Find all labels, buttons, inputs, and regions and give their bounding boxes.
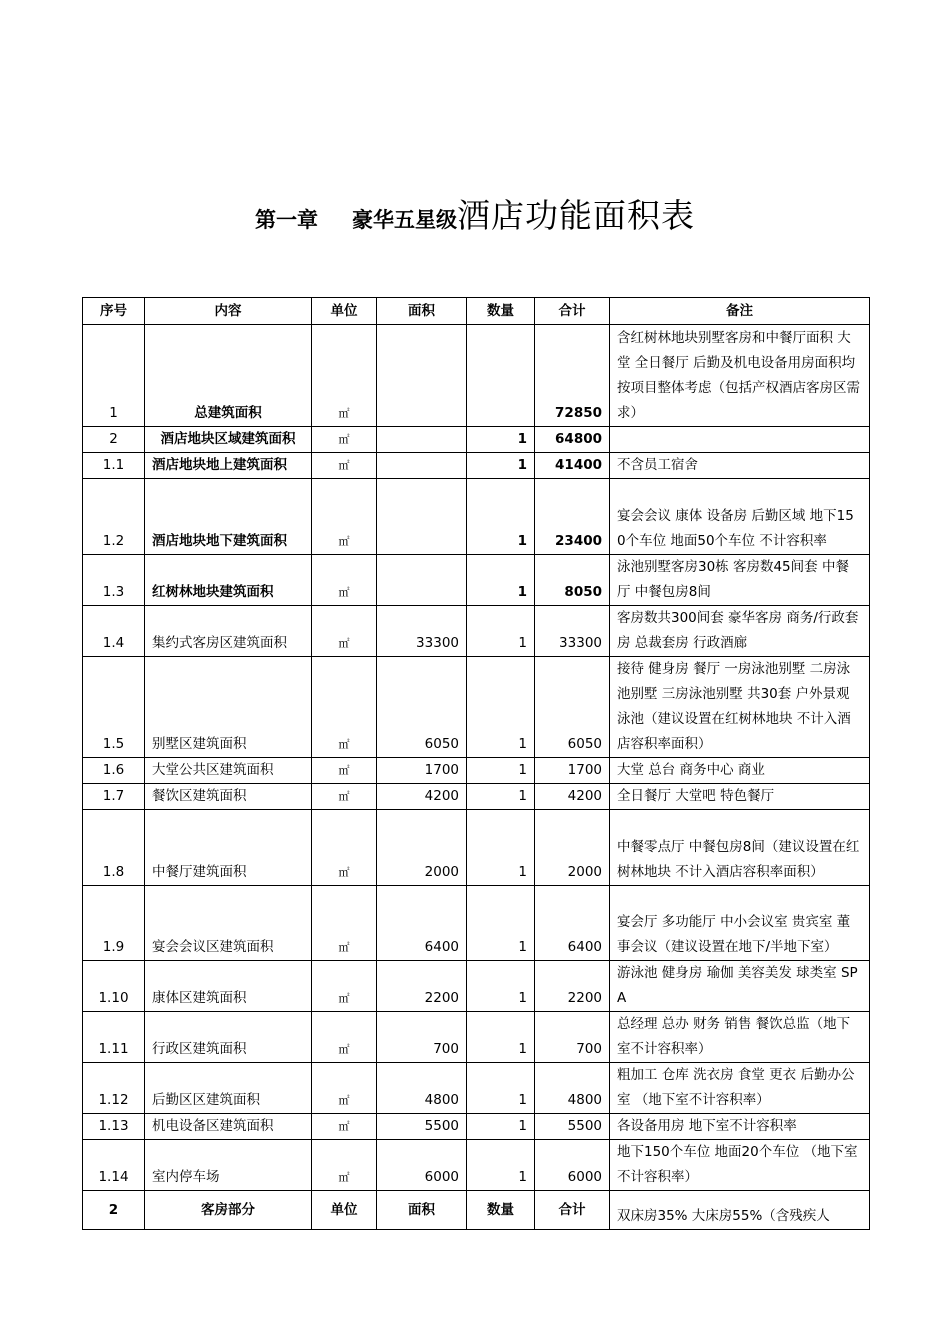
cell-area: 2200 bbox=[377, 961, 467, 1012]
cell-note: 总经理 总办 财务 销售 餐饮总监（地下室不计容积率） bbox=[610, 1012, 870, 1063]
section-unit-header: 单位 bbox=[312, 1191, 377, 1230]
cell-seq: 1.11 bbox=[83, 1012, 145, 1063]
cell-note: 泳池别墅客房30栋 客房数45间套 中餐厅 中餐包房8间 bbox=[610, 555, 870, 606]
cell-seq: 1.7 bbox=[83, 784, 145, 810]
header-total: 合计 bbox=[535, 298, 610, 325]
cell-qty: 1 bbox=[467, 886, 535, 961]
table-row bbox=[83, 325, 870, 427]
cell-content: 室内停车场 bbox=[145, 1140, 312, 1191]
header-area: 面积 bbox=[377, 298, 467, 325]
cell-note: 宴会会议 康体 设备房 后勤区域 地下150个车位 地面50个车位 不计容积率 bbox=[610, 479, 870, 555]
table-row bbox=[83, 1012, 870, 1063]
cell-content: 宴会会议区建筑面积 bbox=[145, 886, 312, 961]
table-row bbox=[83, 1114, 870, 1140]
cell-note: 大堂 总台 商务中心 商业 bbox=[610, 758, 870, 784]
cell-total: 6400 bbox=[535, 886, 610, 961]
cell-unit: ㎡ bbox=[312, 1114, 377, 1140]
cell-area: 6000 bbox=[377, 1140, 467, 1191]
cell-note: 含红树林地块别墅客房和中餐厅面积 大堂 全日餐厅 后勤及机电设备用房面积均按项目整体考虑（包括产权酒店客房区需求） bbox=[610, 325, 870, 427]
page-title bbox=[0, 190, 950, 237]
cell-area bbox=[377, 555, 467, 606]
cell-content: 机电设备区建筑面积 bbox=[145, 1114, 312, 1140]
cell-note: 客房数共300间套 豪华客房 商务/行政套房 总裁套房 行政酒廊 bbox=[610, 606, 870, 657]
cell-qty: 1 bbox=[467, 657, 535, 758]
cell-unit: ㎡ bbox=[312, 453, 377, 479]
header-unit: 单位 bbox=[312, 298, 377, 325]
cell-seq: 1.12 bbox=[83, 1063, 145, 1114]
cell-content: 红树林地块建筑面积 bbox=[145, 555, 312, 606]
cell-total: 41400 bbox=[535, 453, 610, 479]
cell-seq: 1.14 bbox=[83, 1140, 145, 1191]
cell-content: 总建筑面积 bbox=[145, 325, 312, 427]
cell-qty: 1 bbox=[467, 453, 535, 479]
table-row bbox=[83, 657, 870, 758]
cell-seq: 1.9 bbox=[83, 886, 145, 961]
section-area-header: 面积 bbox=[377, 1191, 467, 1230]
header-seq: 序号 bbox=[83, 298, 145, 325]
cell-total: 33300 bbox=[535, 606, 610, 657]
section-seq: 2 bbox=[83, 1191, 145, 1230]
cell-unit: ㎡ bbox=[312, 810, 377, 886]
cell-unit: ㎡ bbox=[312, 427, 377, 453]
cell-total: 6050 bbox=[535, 657, 610, 758]
cell-note: 粗加工 仓库 洗衣房 食堂 更衣 后勤办公室 （地下室不计容积率） bbox=[610, 1063, 870, 1114]
cell-unit: ㎡ bbox=[312, 325, 377, 427]
cell-seq: 1.3 bbox=[83, 555, 145, 606]
cell-note: 中餐零点厅 中餐包房8间（建议设置在红树林地块 不计入酒店容积率面积） bbox=[610, 810, 870, 886]
cell-qty: 1 bbox=[467, 961, 535, 1012]
table-row bbox=[83, 886, 870, 961]
cell-total: 6000 bbox=[535, 1140, 610, 1191]
cell-area: 4800 bbox=[377, 1063, 467, 1114]
cell-qty: 1 bbox=[467, 784, 535, 810]
cell-note: 地下150个车位 地面20个车位 （地下室不计容积率） bbox=[610, 1140, 870, 1191]
cell-area bbox=[377, 453, 467, 479]
cell-total: 64800 bbox=[535, 427, 610, 453]
cell-qty: 1 bbox=[467, 758, 535, 784]
table-row bbox=[83, 1063, 870, 1114]
cell-total: 2000 bbox=[535, 810, 610, 886]
cell-seq: 1.2 bbox=[83, 479, 145, 555]
table-row bbox=[83, 758, 870, 784]
title-part2: 酒店功能面积表 bbox=[457, 196, 695, 235]
cell-content: 大堂公共区建筑面积 bbox=[145, 758, 312, 784]
cell-seq: 1.4 bbox=[83, 606, 145, 657]
table-row bbox=[83, 479, 870, 555]
table-row bbox=[83, 810, 870, 886]
cell-unit: ㎡ bbox=[312, 758, 377, 784]
cell-unit: ㎡ bbox=[312, 1012, 377, 1063]
cell-area: 2000 bbox=[377, 810, 467, 886]
cell-qty: 1 bbox=[467, 427, 535, 453]
cell-total: 1700 bbox=[535, 758, 610, 784]
cell-qty: 1 bbox=[467, 479, 535, 555]
cell-unit: ㎡ bbox=[312, 886, 377, 961]
cell-note: 不含员工宿舍 bbox=[610, 453, 870, 479]
cell-seq: 1 bbox=[83, 325, 145, 427]
section-title: 客房部分 bbox=[145, 1191, 312, 1230]
cell-content: 酒店地块地下建筑面积 bbox=[145, 479, 312, 555]
cell-unit: ㎡ bbox=[312, 784, 377, 810]
cell-total: 72850 bbox=[535, 325, 610, 427]
cell-total: 23400 bbox=[535, 479, 610, 555]
cell-area: 5500 bbox=[377, 1114, 467, 1140]
cell-qty: 1 bbox=[467, 810, 535, 886]
cell-total: 4800 bbox=[535, 1063, 610, 1114]
cell-seq: 1.1 bbox=[83, 453, 145, 479]
cell-note: 宴会厅 多功能厅 中小会议室 贵宾室 董事会议（建议设置在地下/半地下室） bbox=[610, 886, 870, 961]
cell-content: 行政区建筑面积 bbox=[145, 1012, 312, 1063]
cell-seq: 1.6 bbox=[83, 758, 145, 784]
table-header-row bbox=[83, 298, 870, 325]
chapter-label: 第一章 bbox=[255, 208, 318, 232]
cell-total: 8050 bbox=[535, 555, 610, 606]
cell-unit: ㎡ bbox=[312, 1140, 377, 1191]
header-qty: 数量 bbox=[467, 298, 535, 325]
cell-content: 集约式客房区建筑面积 bbox=[145, 606, 312, 657]
section-qty-header: 数量 bbox=[467, 1191, 535, 1230]
cell-area: 6050 bbox=[377, 657, 467, 758]
cell-area: 33300 bbox=[377, 606, 467, 657]
cell-area: 700 bbox=[377, 1012, 467, 1063]
cell-note: 游泳池 健身房 瑜伽 美容美发 球类室 SPA bbox=[610, 961, 870, 1012]
cell-total: 4200 bbox=[535, 784, 610, 810]
cell-seq: 1.10 bbox=[83, 961, 145, 1012]
title-part1: 豪华五星级 bbox=[352, 208, 457, 232]
cell-area: 1700 bbox=[377, 758, 467, 784]
cell-total: 700 bbox=[535, 1012, 610, 1063]
table-row bbox=[83, 961, 870, 1012]
cell-area: 4200 bbox=[377, 784, 467, 810]
cell-unit: ㎡ bbox=[312, 555, 377, 606]
table-row bbox=[83, 453, 870, 479]
cell-unit: ㎡ bbox=[312, 657, 377, 758]
cell-qty: 1 bbox=[467, 1012, 535, 1063]
table-row bbox=[83, 427, 870, 453]
cell-area: 6400 bbox=[377, 886, 467, 961]
cell-unit: ㎡ bbox=[312, 606, 377, 657]
cell-seq: 1.8 bbox=[83, 810, 145, 886]
table-row bbox=[83, 555, 870, 606]
cell-area bbox=[377, 325, 467, 427]
cell-seq: 1.5 bbox=[83, 657, 145, 758]
cell-qty: 1 bbox=[467, 1063, 535, 1114]
section-note: 双床房35% 大床房55%（含残疾人 bbox=[610, 1191, 870, 1230]
cell-unit: ㎡ bbox=[312, 1063, 377, 1114]
cell-area bbox=[377, 427, 467, 453]
cell-total: 2200 bbox=[535, 961, 610, 1012]
cell-content: 中餐厅建筑面积 bbox=[145, 810, 312, 886]
cell-total: 5500 bbox=[535, 1114, 610, 1140]
cell-area bbox=[377, 479, 467, 555]
cell-note bbox=[610, 427, 870, 453]
cell-qty: 1 bbox=[467, 555, 535, 606]
cell-content: 酒店地块区域建筑面积 bbox=[145, 427, 312, 453]
cell-note: 全日餐厅 大堂吧 特色餐厅 bbox=[610, 784, 870, 810]
cell-seq: 1.13 bbox=[83, 1114, 145, 1140]
header-note: 备注 bbox=[610, 298, 870, 325]
section-total-header: 合计 bbox=[535, 1191, 610, 1230]
cell-content: 酒店地块地上建筑面积 bbox=[145, 453, 312, 479]
area-table bbox=[82, 297, 870, 1230]
cell-note: 各设备用房 地下室不计容积率 bbox=[610, 1114, 870, 1140]
cell-seq: 2 bbox=[83, 427, 145, 453]
cell-qty bbox=[467, 325, 535, 427]
cell-unit: ㎡ bbox=[312, 479, 377, 555]
cell-qty: 1 bbox=[467, 606, 535, 657]
cell-qty: 1 bbox=[467, 1114, 535, 1140]
cell-content: 餐饮区建筑面积 bbox=[145, 784, 312, 810]
cell-content: 后勤区区建筑面积 bbox=[145, 1063, 312, 1114]
cell-content: 别墅区建筑面积 bbox=[145, 657, 312, 758]
table-row bbox=[83, 1140, 870, 1191]
cell-content: 康体区建筑面积 bbox=[145, 961, 312, 1012]
cell-qty: 1 bbox=[467, 1140, 535, 1191]
header-content: 内容 bbox=[145, 298, 312, 325]
section-header-row bbox=[83, 1191, 870, 1230]
table-row bbox=[83, 784, 870, 810]
table-row bbox=[83, 606, 870, 657]
cell-note: 接待 健身房 餐厅 一房泳池别墅 二房泳池别墅 三房泳池别墅 共30套 户外景观泳池（建议设置在红树林地块 不计入酒店容积率面积） bbox=[610, 657, 870, 758]
cell-unit: ㎡ bbox=[312, 961, 377, 1012]
